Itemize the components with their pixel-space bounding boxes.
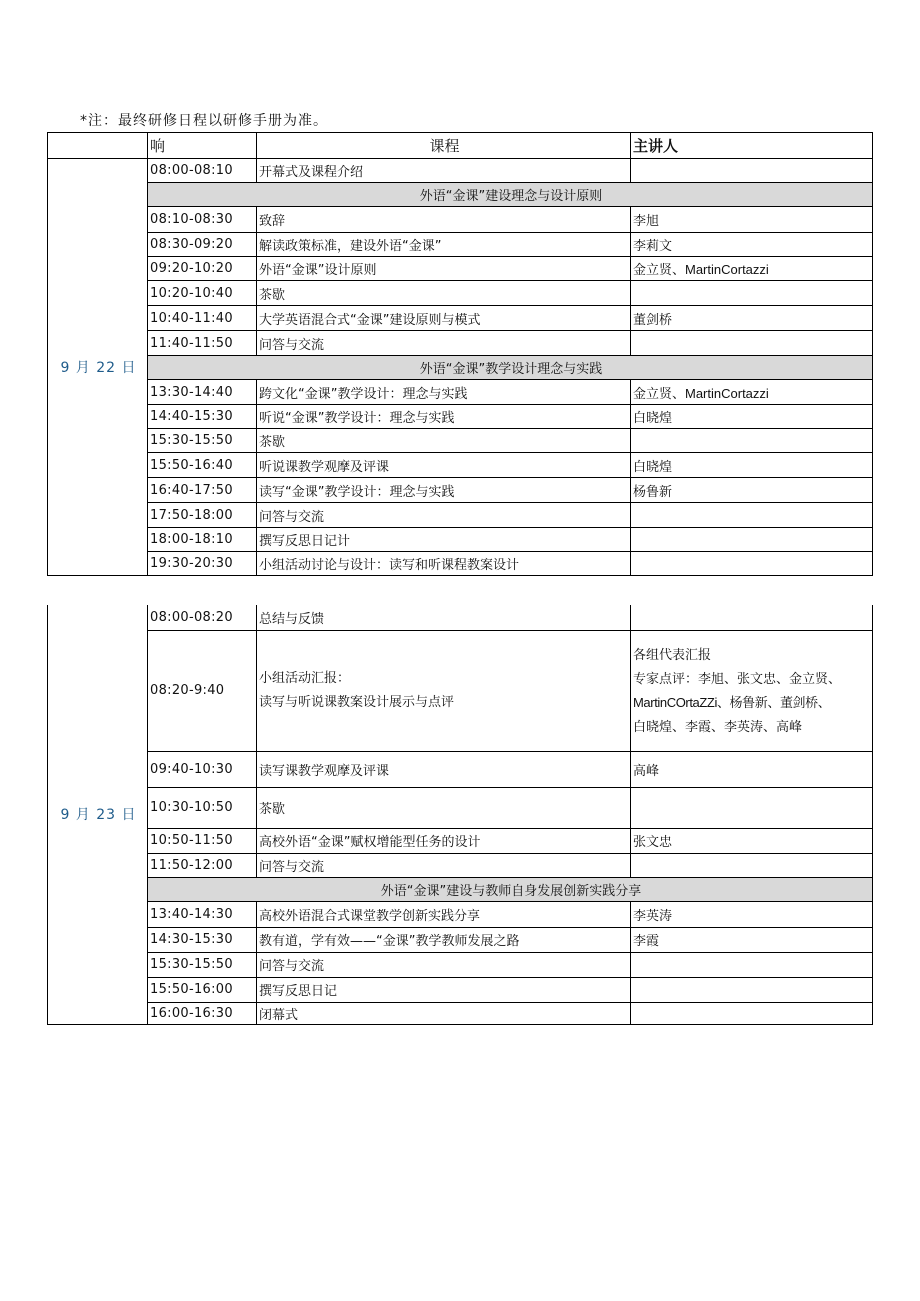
session-course: 撰写反思日记计: [257, 528, 631, 552]
table-row: [48, 952, 873, 977]
session-course: 总结与反馈: [257, 605, 631, 630]
section-title: 外语“金课”教学设计理念与实践: [148, 356, 873, 380]
schedule-table-day2: [47, 605, 873, 1025]
session-course: 茶歇: [257, 281, 631, 306]
table-row: [48, 605, 873, 630]
session-speaker: [631, 605, 873, 630]
table-row: [48, 1002, 873, 1024]
session-time: 11:50-12:00: [148, 853, 257, 877]
session-course: 读写“金课”教学设计：理念与实践: [257, 478, 631, 503]
table-row: [48, 233, 873, 257]
session-speaker: [631, 281, 873, 306]
session-time: 18:00-18:10: [148, 528, 257, 552]
session-course: 高校外语混合式课堂教学创新实践分享: [257, 901, 631, 927]
session-speaker: [631, 853, 873, 877]
session-speaker: [631, 787, 873, 828]
speaker-line: MartinCOrtaZZi、杨鲁新、董剑桥、: [633, 694, 831, 710]
session-speaker: 高峰: [631, 751, 873, 787]
session-time: 10:20-10:40: [148, 281, 257, 306]
header-date-cell: [48, 133, 148, 159]
session-speaker: [631, 630, 873, 751]
session-course: 撰写反思日记: [257, 977, 631, 1002]
session-time: 08:00-08:20: [148, 605, 257, 630]
section-row: [48, 877, 873, 901]
session-speaker: [631, 528, 873, 552]
session-speaker: [631, 1002, 873, 1024]
table-row: [48, 478, 873, 503]
session-time: 15:50-16:40: [148, 453, 257, 478]
session-time: 09:20-10:20: [148, 257, 257, 281]
session-time: 10:50-11:50: [148, 828, 257, 853]
session-time: 14:30-15:30: [148, 927, 257, 952]
section-row: [48, 183, 873, 207]
session-speaker: 李英涛: [631, 901, 873, 927]
table-row: [48, 405, 873, 429]
session-speaker: 杨鲁新: [631, 478, 873, 503]
session-course: 外语“金课”设计原则: [257, 257, 631, 281]
session-time: 08:10-08:30: [148, 207, 257, 233]
table-row: [48, 977, 873, 1002]
session-course: 问答与交流: [257, 331, 631, 356]
session-time: 14:40-15:30: [148, 405, 257, 429]
section-title: 外语“金课”建设与教师自身发展创新实践分享: [148, 877, 873, 901]
table-row: [48, 257, 873, 281]
day1-date: 9 月 22 日: [48, 159, 148, 576]
session-speaker: 张文忠: [631, 828, 873, 853]
session-course: 闭幕式: [257, 1002, 631, 1024]
session-time: 10:40-11:40: [148, 306, 257, 331]
table-row: [48, 207, 873, 233]
session-course: 致辞: [257, 207, 631, 233]
session-course: 跨文化“金课”教学设计：理念与实践: [257, 380, 631, 405]
session-speaker: [631, 331, 873, 356]
table-row: [48, 503, 873, 528]
session-course: 解读政策标准，建设外语“金课”: [257, 233, 631, 257]
session-time: 08:30-09:20: [148, 233, 257, 257]
session-speaker: 白晓煌: [631, 453, 873, 478]
header-speaker: 主讲人: [631, 133, 873, 159]
section-row: [48, 356, 873, 380]
session-time: 15:50-16:00: [148, 977, 257, 1002]
session-course: 问答与交流: [257, 503, 631, 528]
table-row: [48, 552, 873, 576]
speaker-line: 各组代表汇报: [633, 646, 712, 662]
table-row: [48, 281, 873, 306]
session-time: 15:30-15:50: [148, 952, 257, 977]
table-row: [48, 380, 873, 405]
session-speaker: [631, 503, 873, 528]
table-row: [48, 453, 873, 478]
session-time: 17:50-18:00: [148, 503, 257, 528]
table-row: [48, 159, 873, 183]
session-course: [257, 630, 631, 751]
session-time: 19:30-20:30: [148, 552, 257, 576]
table-row: [48, 528, 873, 552]
session-course: 听说课教学观摩及评课: [257, 453, 631, 478]
session-speaker: 李旭: [631, 207, 873, 233]
session-time: 09:40-10:30: [148, 751, 257, 787]
session-time: 16:40-17:50: [148, 478, 257, 503]
speaker-line: 专家点评：李旭、张文忠、金立贤、: [633, 670, 842, 686]
session-speaker: [631, 552, 873, 576]
course-line: 读写与听说课教案设计展示与点评: [259, 694, 455, 710]
table-header-row: [48, 133, 873, 159]
header-course: 课程: [257, 133, 631, 159]
table-row: [48, 901, 873, 927]
session-course: 读写课教学观摩及评课: [257, 751, 631, 787]
session-course: 茶歇: [257, 787, 631, 828]
session-speaker: 李霞: [631, 927, 873, 952]
session-time: 08:20-9:40: [148, 630, 257, 751]
session-speaker: 金立贤、MartinCortazzi: [631, 257, 873, 281]
session-speaker: [631, 977, 873, 1002]
session-course: 问答与交流: [257, 853, 631, 877]
session-course: 高校外语“金课”赋权增能型任务的设计: [257, 828, 631, 853]
table-row: [48, 306, 873, 331]
session-speaker: 董剑桥: [631, 306, 873, 331]
session-course: 教有道，学有效——“金课”教学教师发展之路: [257, 927, 631, 952]
schedule-note: *注：最终研修日程以研修手册为准。: [80, 113, 328, 129]
session-time: 15:30-15:50: [148, 429, 257, 453]
session-speaker: [631, 429, 873, 453]
session-speaker: 白晓煌: [631, 405, 873, 429]
table-row: [48, 927, 873, 952]
table-row: [48, 429, 873, 453]
table-row: [48, 630, 873, 751]
section-title: 外语“金课”建设理念与设计原则: [148, 183, 873, 207]
table-row: [48, 331, 873, 356]
session-course: 开幕式及课程介绍: [257, 159, 631, 183]
session-time: 11:40-11:50: [148, 331, 257, 356]
session-course: 茶歇: [257, 429, 631, 453]
session-time: 08:00-08:10: [148, 159, 257, 183]
session-time: 10:30-10:50: [148, 787, 257, 828]
table-row: [48, 751, 873, 787]
session-speaker: 李莉文: [631, 233, 873, 257]
session-speaker: [631, 952, 873, 977]
schedule-table-day1: [47, 132, 873, 576]
session-course: 问答与交流: [257, 952, 631, 977]
course-line: 小组活动汇报：: [259, 670, 351, 686]
header-time: 响: [148, 133, 257, 159]
session-time: 16:00-16:30: [148, 1002, 257, 1024]
session-course: 听说“金课”教学设计：理念与实践: [257, 405, 631, 429]
session-speaker: 金立贤、MartinCortazzi: [631, 380, 873, 405]
table-row: [48, 828, 873, 853]
session-time: 13:30-14:40: [148, 380, 257, 405]
session-course: 大学英语混合式“金课”建设原则与模式: [257, 306, 631, 331]
table-row: [48, 853, 873, 877]
session-time: 13:40-14:30: [148, 901, 257, 927]
speaker-line: 白晓煌、李霞、李英涛、高峰: [633, 718, 803, 734]
day2-date: 9 月 23 日: [48, 605, 148, 1024]
session-course: 小组活动讨论与设计：读写和听课程教案设计: [257, 552, 631, 576]
session-speaker: [631, 159, 873, 183]
table-row: [48, 787, 873, 828]
